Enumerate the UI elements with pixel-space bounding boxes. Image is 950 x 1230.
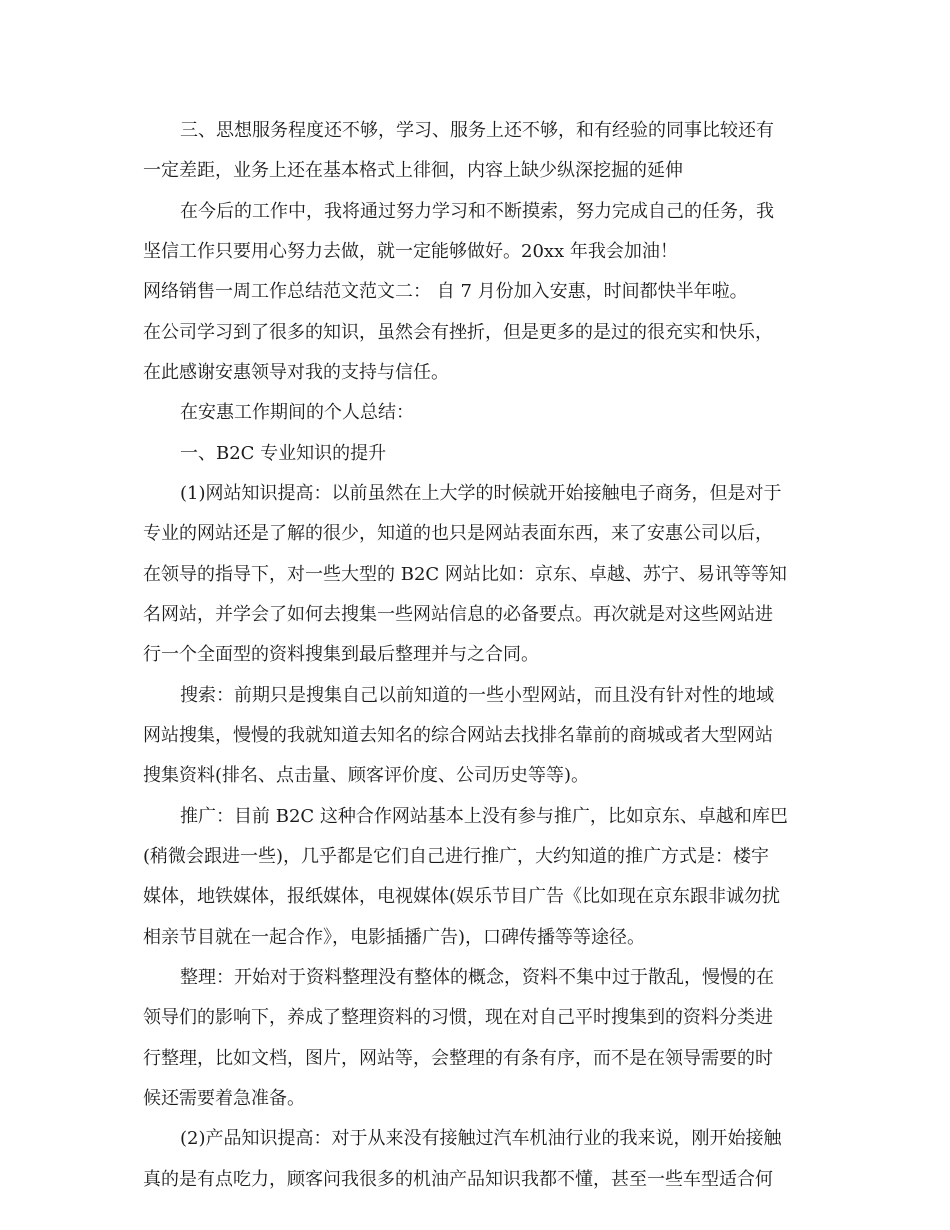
text-line: 一、B2C 专业知识的提升 bbox=[180, 443, 387, 464]
text-line: 推广：目前 B2C 这种合作网站基本上没有参与推广，比如京东、卓越和库巴 bbox=[180, 806, 788, 827]
text-line: 搜集资料(排名、点击量、顾客评价度、公司历史等等)。 bbox=[143, 765, 590, 786]
text-line: (稍微会跟进一些)，几乎都是它们自己进行推广，大约知道的推广方式是：楼宇 bbox=[143, 846, 770, 867]
text-line: 专业的网站还是了解的很少，知道的也只是网站表面东西，来了安惠公司以后， bbox=[143, 523, 773, 544]
text-line: 行一个全面型的资料搜集到最后整理并与之合同。 bbox=[143, 644, 539, 665]
text-line: 三、思想服务程度还不够，学习、服务上还不够，和有经验的同事比较还有 bbox=[180, 120, 774, 141]
text-line: (1)网站知识提高：以前虽然在上大学的时候就开始接触电子商务，但是对于 bbox=[180, 483, 782, 504]
text-line: 在领导的指导下，对一些大型的 B2C 网站比如：京东、卓越、苏宁、易讯等等知 bbox=[143, 564, 787, 585]
text-line: 行整理，比如文档，图片，网站等，会整理的有条有序，而不是在领导需要的时 bbox=[143, 1048, 773, 1069]
text-line: 真的是有点吃力，顾客问我很多的机油产品知识我都不懂，甚至一些车型适合何 bbox=[143, 1169, 773, 1190]
text-line: 网站搜集，慢慢的我就知道去知名的综合网站去找排名靠前的商城或者大型网站 bbox=[143, 725, 773, 746]
text-line: 名网站，并学会了如何去搜集一些网站信息的必备要点。再次就是对这些网站进 bbox=[143, 604, 773, 625]
text-line: 一定差距，业务上还在基本格式上徘徊，内容上缺少纵深挖掘的延伸 bbox=[143, 160, 683, 181]
text-line: (2)产品知识提高：对于从来没有接触过汽车机油行业的我来说，刚开始接触 bbox=[180, 1128, 782, 1149]
text-line: 搜索：前期只是搜集自己以前知道的一些小型网站，而且没有针对性的地域 bbox=[180, 685, 774, 706]
text-line: 相亲节目就在一起合作》，电影插播广告)，口碑传播等等途径。 bbox=[143, 927, 646, 948]
text-line: 在今后的工作中，我将通过努力学习和不断摸索，努力完成自己的任务，我 bbox=[180, 201, 774, 222]
text-line: 媒体，地铁媒体，报纸媒体，电视媒体(娱乐节目广告《比如现在京东跟非诚勿扰 bbox=[143, 886, 781, 907]
text-line: 在安惠工作期间的个人总结： bbox=[180, 402, 414, 423]
text-line: 网络销售一周工作总结范文范文二： 自 7 月份加入安惠，时间都快半年啦。 bbox=[143, 281, 748, 302]
text-line: 在此感谢安惠领导对我的支持与信任。 bbox=[143, 362, 449, 383]
text-line: 在公司学习到了很多的知识，虽然会有挫折，但是更多的是过的很充实和快乐， bbox=[143, 322, 773, 343]
text-line: 领导们的影响下，养成了整理资料的习惯，现在对自己平时搜集到的资料分类进 bbox=[143, 1007, 773, 1028]
text-line: 坚信工作只要用心努力去做，就一定能够做好。20xx 年我会加油！ bbox=[143, 241, 678, 262]
text-line: 候还需要着急准备。 bbox=[143, 1088, 305, 1109]
text-line: 整理：开始对于资料整理没有整体的概念，资料不集中过于散乱，慢慢的在 bbox=[180, 967, 774, 988]
